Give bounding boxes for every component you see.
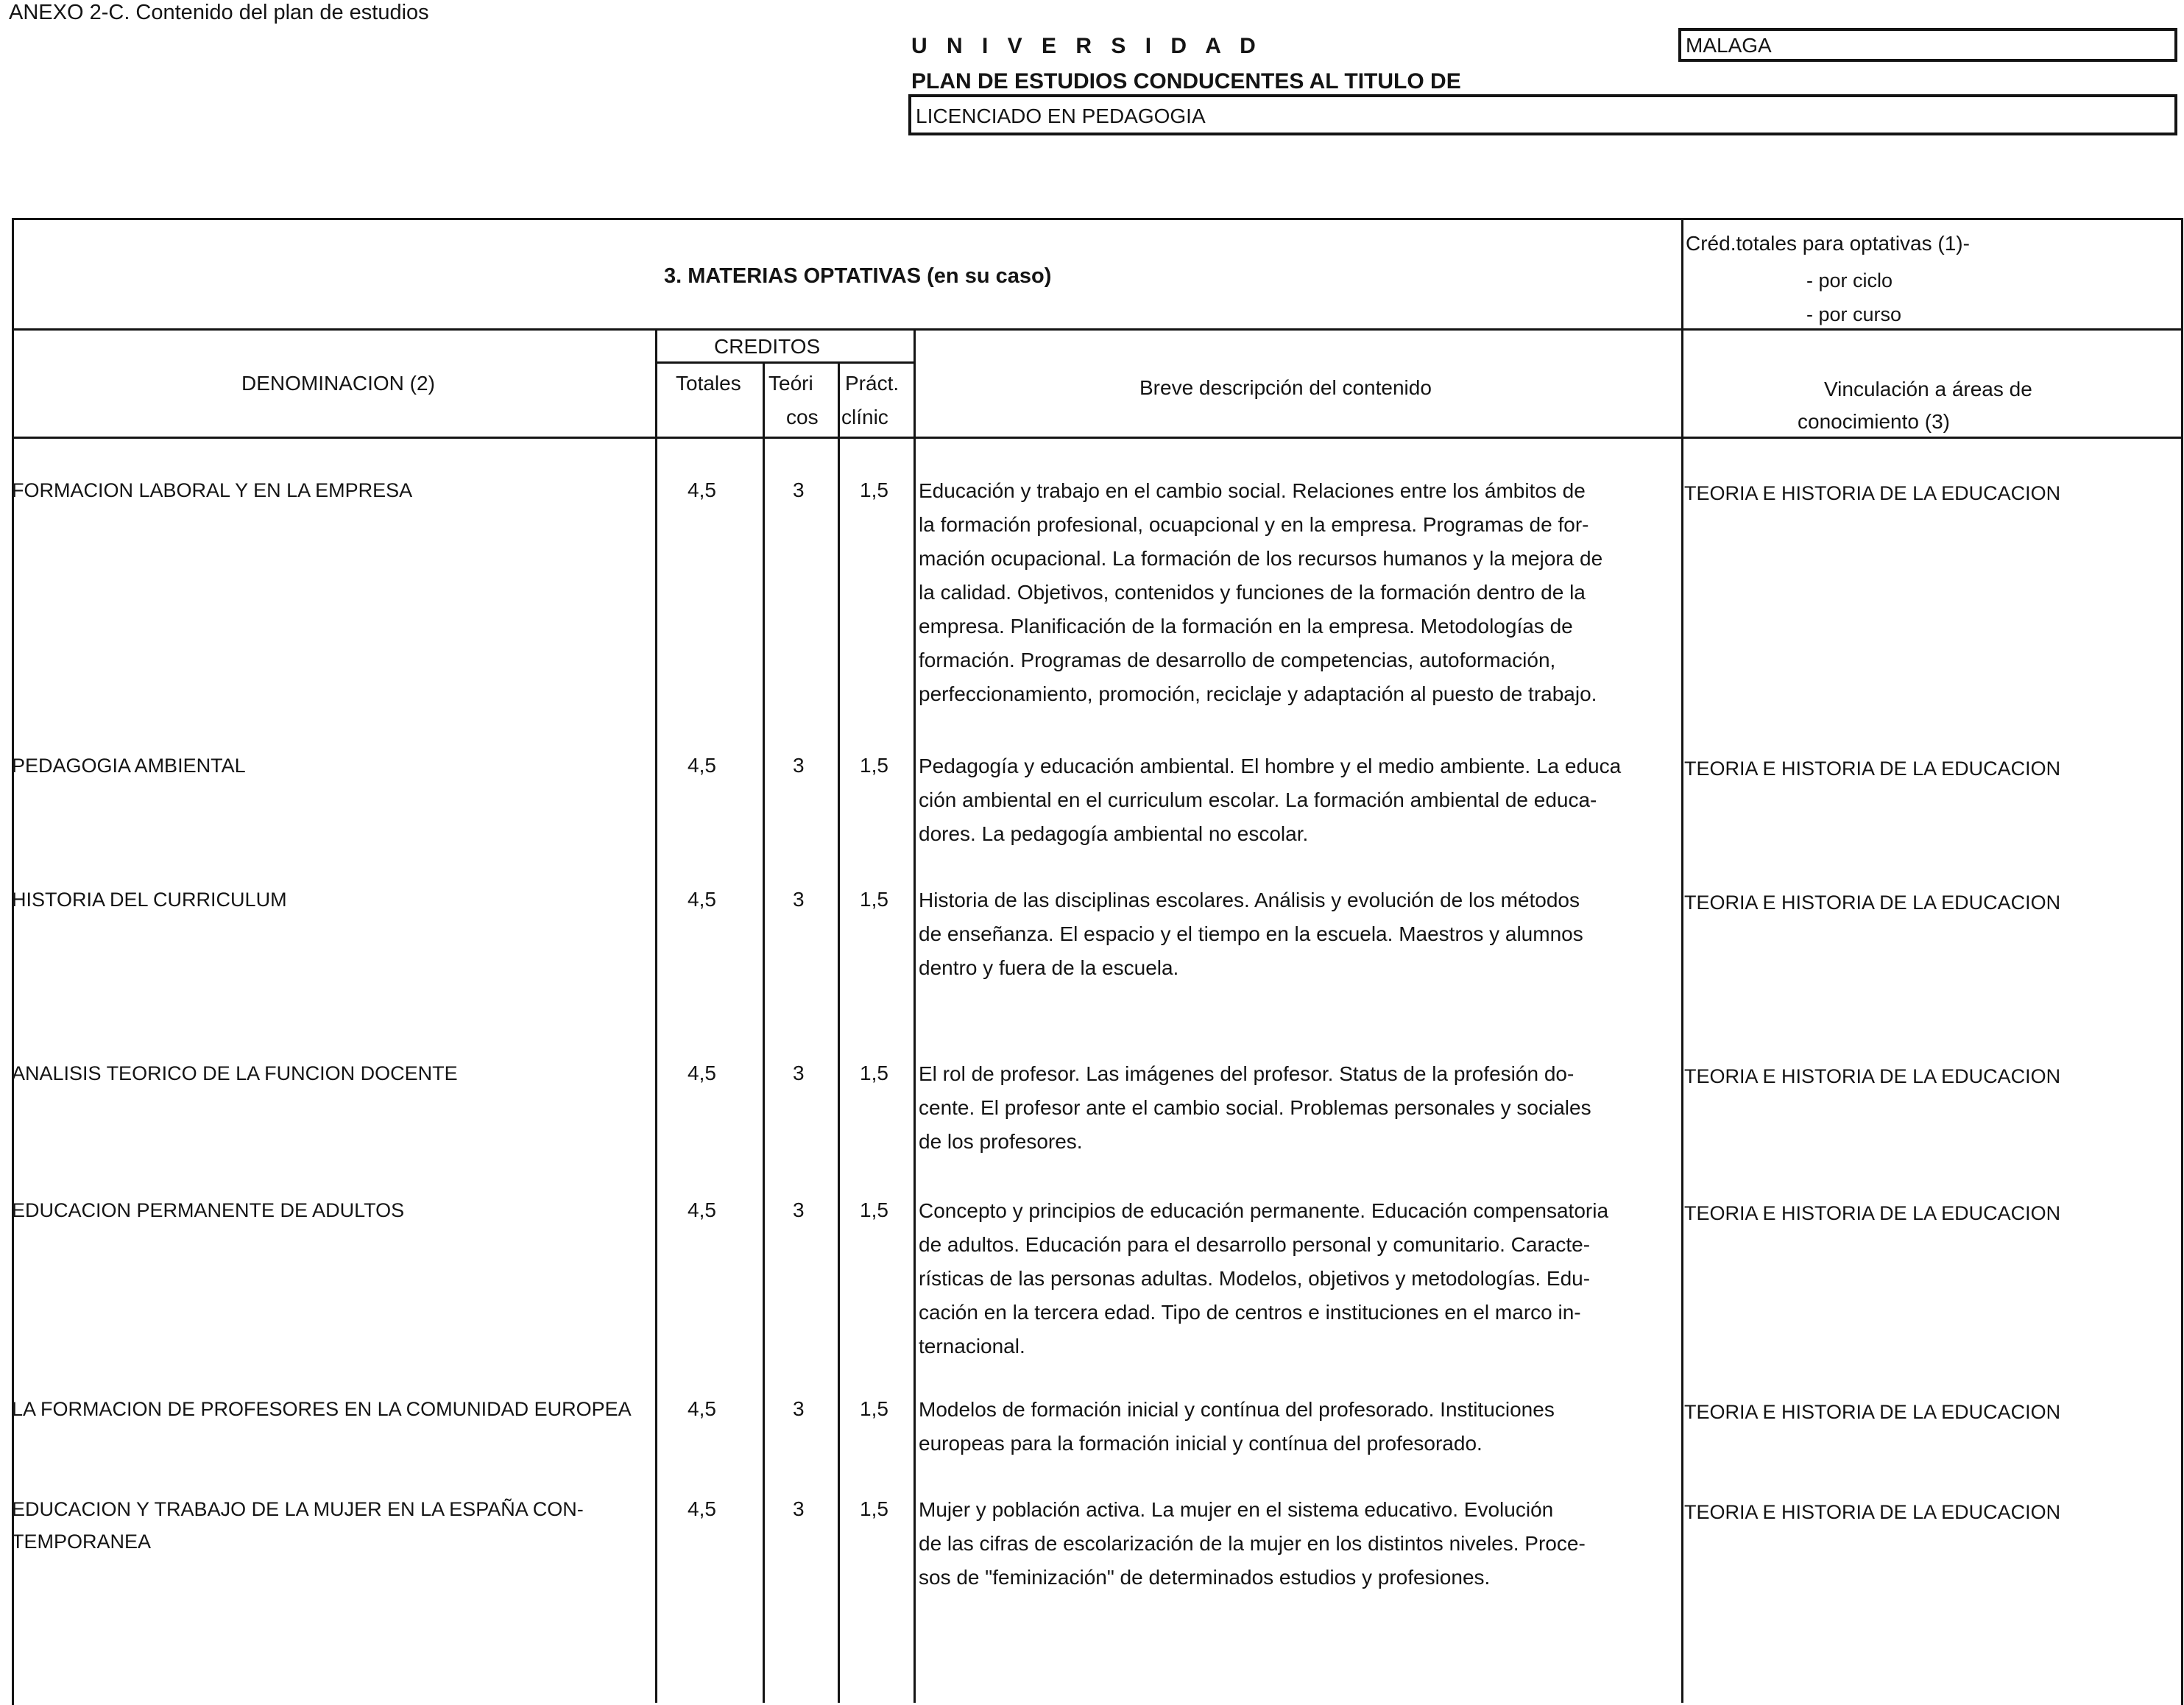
description-line: empresa. Planificación de la formación en la empresa. Metodologías de	[919, 615, 1573, 638]
description-line: Mujer y población activa. La mujer en el sistema educativo. Evolución	[919, 1498, 1554, 1521]
knowledge-area: TEORIA E HISTORIA DE LA EDUCACION	[1684, 892, 2061, 914]
credits-total: 4,5	[688, 1062, 716, 1084]
description-line: la formación profesional, ocuapcional y en la empresa. Programas de for-	[919, 513, 1589, 536]
description-line: de las cifras de escolarización de la mujer en los distintos niveles. Proce-	[919, 1532, 1586, 1555]
knowledge-area: TEORIA E HISTORIA DE LA EDUCACION	[1684, 1202, 2061, 1224]
knowledge-area: TEORIA E HISTORIA DE LA EDUCACION	[1684, 482, 2061, 504]
knowledge-area: TEORIA E HISTORIA DE LA EDUCACION	[1684, 1065, 2061, 1087]
credits-total: 4,5	[688, 1397, 716, 1420]
credits-theory: 3	[793, 479, 805, 501]
description-line: Historia de las disciplinas escolares. Análisis y evolución de los métodos	[919, 889, 1580, 911]
col-divider	[913, 328, 916, 1703]
vinculacion-header-2: conocimiento (3)	[1798, 410, 1950, 433]
teoricos-header: Teóri	[768, 372, 813, 395]
subject-name: ANALISIS TEORICO DE LA FUNCION DOCENTE	[12, 1062, 458, 1084]
description-line: ternacional.	[919, 1335, 1025, 1358]
col-divider	[1681, 218, 1683, 1703]
section-title: 3. MATERIAS OPTATIVAS (en su caso)	[664, 264, 1052, 288]
credits-total: 4,5	[688, 479, 716, 501]
totales-header: Totales	[676, 372, 741, 395]
credits-practice: 1,5	[860, 754, 888, 777]
teoricos-header-2: cos	[786, 406, 819, 428]
knowledge-area: TEORIA E HISTORIA DE LA EDUCACION	[1684, 1401, 2061, 1423]
description-line: rísticas de las personas adultas. Modelos, objetivos y metodologías. Edu-	[919, 1267, 1591, 1290]
description-line: ción ambiental en el curriculum escolar. La formación ambiental de educa-	[919, 788, 1597, 811]
credits-total-label: Créd.totales para optativas (1)-	[1686, 232, 1970, 255]
credits-practice: 1,5	[860, 1062, 888, 1084]
description-line: Pedagogía y educación ambiental. El hombre y el medio ambiente. La educa	[919, 755, 1622, 777]
credits-theory: 3	[793, 1199, 805, 1221]
credits-total: 4,5	[688, 1497, 716, 1520]
practicos-header: Práct.	[845, 372, 900, 395]
credits-theory: 3	[793, 1497, 805, 1520]
description-line: formación. Programas de desarrollo de competencias, autoformación,	[919, 649, 1556, 671]
credits-theory: 3	[793, 888, 805, 911]
degree-value: LICENCIADO EN PEDAGOGIA	[916, 105, 1206, 127]
description-line: perfeccionamiento, promoción, reciclaje y adaptación al puesto de trabajo.	[919, 682, 1597, 705]
col-divider	[838, 361, 840, 1703]
description-line: europeas para la formación inicial y contínua del profesorado.	[919, 1432, 1482, 1455]
credits-total: 4,5	[688, 1199, 716, 1221]
table-divider	[12, 328, 2183, 331]
description-line: de adultos. Educación para el desarrollo personal y comunitario. Caracte-	[919, 1233, 1591, 1256]
credits-theory: 3	[793, 754, 805, 777]
subject-name: EDUCACION Y TRABAJO DE LA MUJER EN LA ESPAÑA CON-	[12, 1498, 584, 1520]
header-divider	[12, 437, 2183, 439]
denominacion-header: DENOMINACION (2)	[241, 372, 435, 395]
credits-total: 4,5	[688, 754, 716, 777]
description-line: Concepto y principios de educación permanente. Educación compensatoria	[919, 1199, 1609, 1222]
subject-name: EDUCACION PERMANENTE DE ADULTOS	[12, 1199, 405, 1221]
description-line: la calidad. Objetivos, contenidos y funciones de la formación dentro de la	[919, 581, 1586, 604]
university-field	[1678, 28, 2177, 62]
vinculacion-header: Vinculación a áreas de	[1824, 378, 2032, 400]
descripcion-header: Breve descripción del contenido	[1139, 376, 1432, 399]
subject-name: PEDAGOGIA AMBIENTAL	[12, 755, 246, 777]
subject-name: FORMACION LABORAL Y EN LA EMPRESA	[12, 479, 413, 501]
description-line: cente. El profesor ante el cambio social. Problemas personales y sociales	[919, 1096, 1591, 1119]
credits-per-cycle: - por ciclo	[1806, 269, 1893, 292]
description-line: sos de "feminización" de determinados estudios y profesiones.	[919, 1566, 1491, 1589]
description-line: El rol de profesor. Las imágenes del profesor. Status de la profesión do-	[919, 1062, 1575, 1085]
credits-practice: 1,5	[860, 479, 888, 501]
credits-divider	[655, 361, 916, 364]
credits-theory: 3	[793, 1397, 805, 1420]
description-line: de los profesores.	[919, 1130, 1083, 1153]
credits-practice: 1,5	[860, 1397, 888, 1420]
description-line: Educación y trabajo en el cambio social. Relaciones entre los ámbitos de	[919, 479, 1586, 502]
description-line: cación en la tercera edad. Tipo de centros e instituciones en el marco in-	[919, 1301, 1581, 1324]
university-value: MALAGA	[1686, 34, 1772, 57]
annex-title: ANEXO 2-C. Contenido del plan de estudios	[9, 1, 429, 24]
credits-practice: 1,5	[860, 1497, 888, 1520]
knowledge-area: TEORIA E HISTORIA DE LA EDUCACION	[1684, 758, 2061, 780]
degree-field	[908, 94, 2177, 135]
description-line: de enseñanza. El espacio y el tiempo en la escuela. Maestros y alumnos	[919, 922, 1583, 945]
subject-name: TEMPORANEA	[12, 1531, 152, 1553]
col-divider	[763, 361, 765, 1703]
description-line: Modelos de formación inicial y contínua del profesorado. Instituciones	[919, 1398, 1555, 1421]
description-line: dores. La pedagogía ambiental no escolar.	[919, 822, 1309, 845]
credits-practice: 1,5	[860, 1199, 888, 1221]
plan-label: PLAN DE ESTUDIOS CONDUCENTES AL TITULO DE	[911, 69, 1461, 93]
description-line: dentro y fuera de la escuela.	[919, 956, 1179, 979]
university-label: U N I V E R S I D A D	[911, 34, 1262, 58]
knowledge-area: TEORIA E HISTORIA DE LA EDUCACION	[1684, 1501, 2061, 1523]
practicos-header-2: clínic	[841, 406, 888, 428]
col-divider	[655, 328, 657, 1703]
credits-total: 4,5	[688, 888, 716, 911]
subject-name: HISTORIA DEL CURRICULUM	[12, 889, 287, 911]
credits-practice: 1,5	[860, 888, 888, 911]
description-line: mación ocupacional. La formación de los recursos humanos y la mejora de	[919, 547, 1603, 570]
credits-per-course: - por curso	[1806, 303, 1902, 325]
credits-theory: 3	[793, 1062, 805, 1084]
creditos-header: CREDITOS	[714, 335, 821, 358]
subject-name: LA FORMACION DE PROFESORES EN LA COMUNIDAD EUROPEA	[12, 1398, 632, 1420]
